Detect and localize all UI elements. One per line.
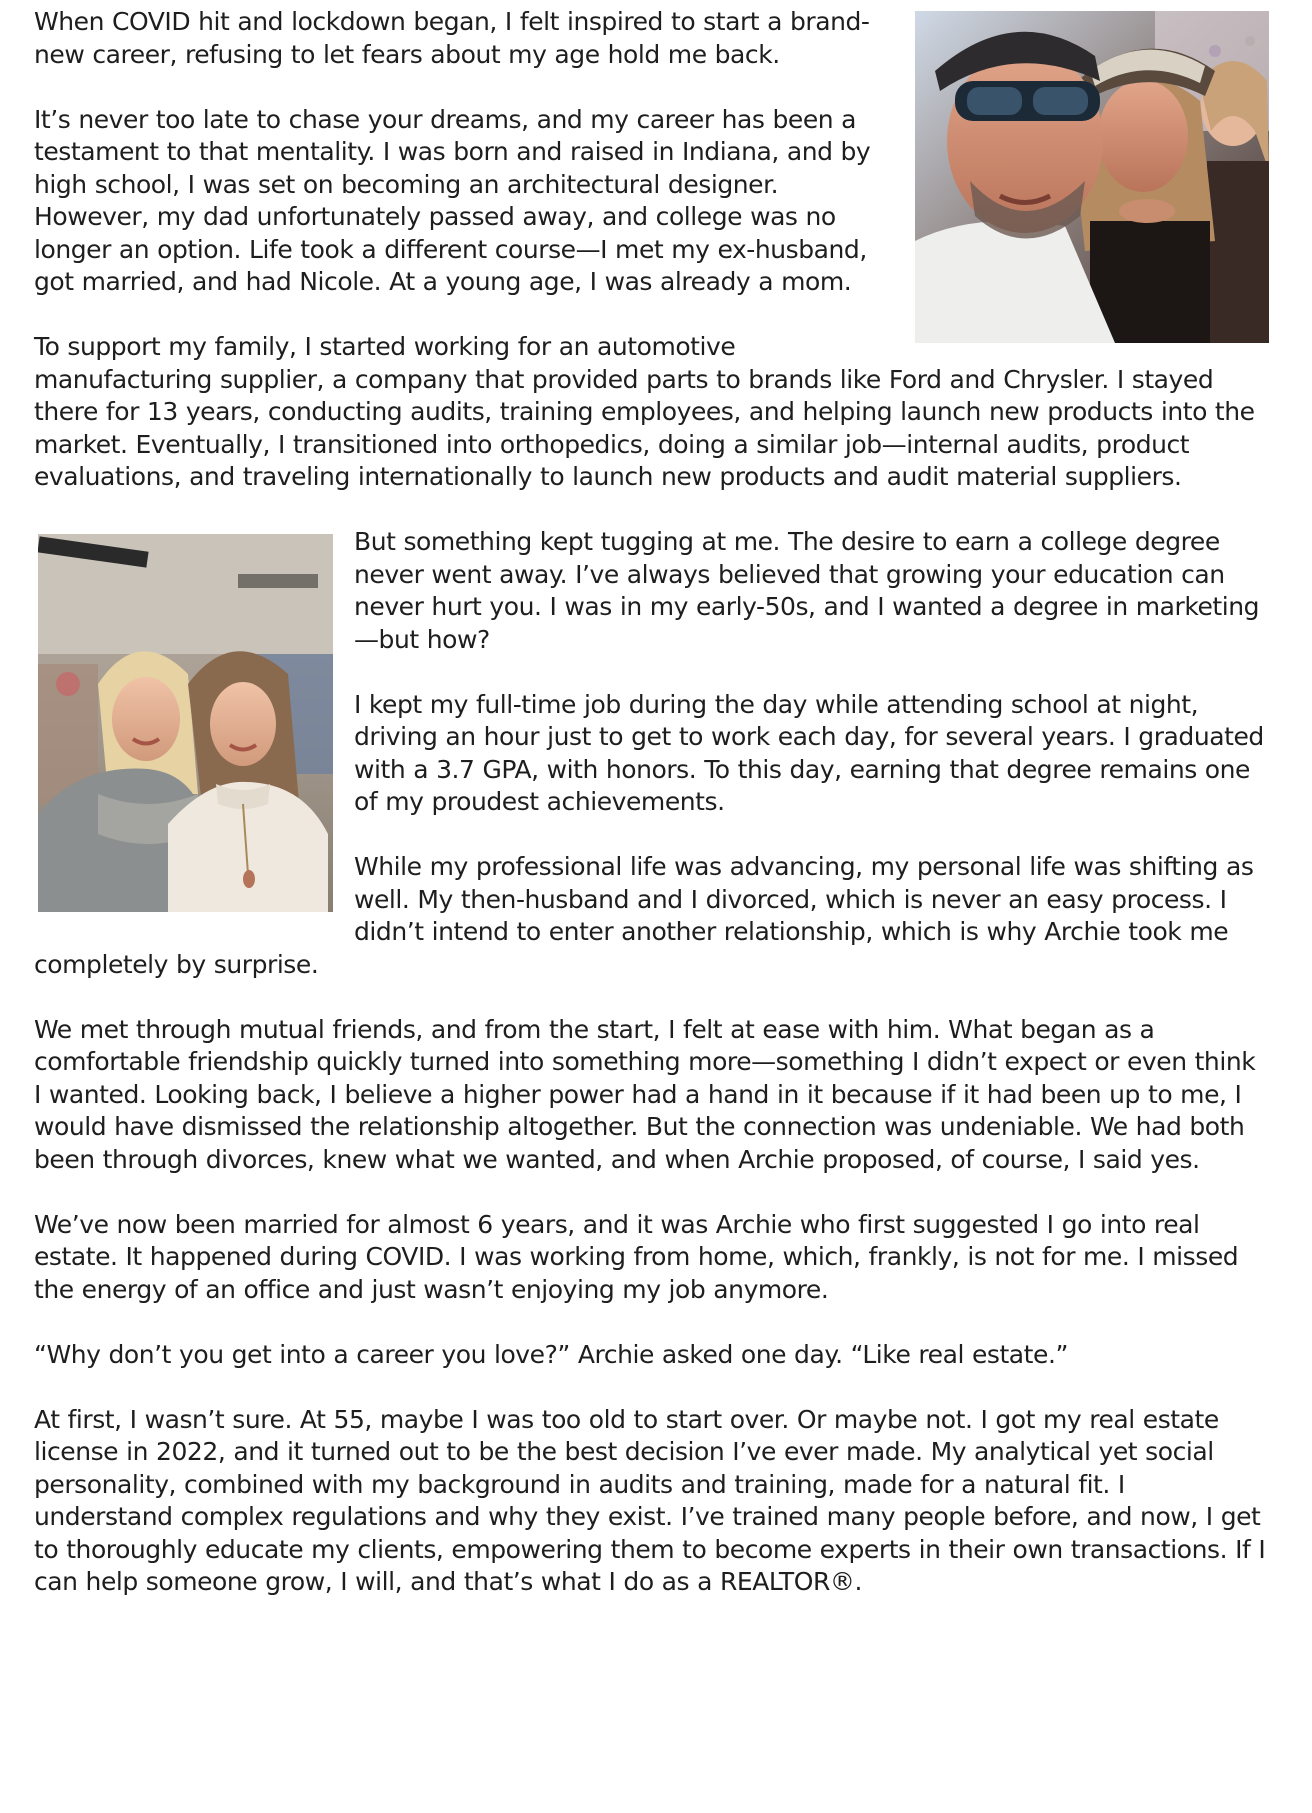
paragraph-realtor: At first, I wasn’t sure. At 55, maybe I was too old to start over. Or maybe not. I got my real estate license in 2022, and it turned out to be the best decision I’ve ever made. My analytical yet social personality, combined with my background in audits and training, made for a natural fit. I understand complex regulations and why they exist. I’ve trained many people before, and now, I get to thoroughly educate my clients, empowering them to become experts in their own transactions. If I can help someone grow, I will, and that’s what I do as a REALTOR®. — [34, 1404, 1266, 1596]
paragraph-degree-desire: But something kept tugging at me. The desire to earn a college degree never went away. I’ve always believed that growing your education can never hurt you. I was in my early-50s, and I wanted a degree in marketing—but how? — [354, 527, 1260, 654]
article-body — [34, 6, 1269, 1631]
two-women-selfie-photo — [38, 534, 333, 912]
paragraph-covid: We’ve now been married for almost 6 years, and it was Archie who first suggested I go into real estate. It happened during COVID. I was working from home, which, frankly, is not for me. I missed the energy of an office and just wasn’t enjoying my job anymore. — [34, 1209, 1239, 1304]
paragraph-school: I kept my full-time job during the day while attending school at night, driving an hour just to get to work each day, for several years. I graduated with a 3.7 GPA, with honors. To this day, earning that degree remains one of my proudest achievements. — [354, 689, 1264, 816]
paragraph-quote: “Why don’t you get into a career you love?” Archie asked one day. “Like real estate.” — [34, 1339, 1068, 1369]
paragraph-career: To support my family, I started working for an automotive manufacturing supplier, a company that provided parts to brands like Ford and Chrysler. I stayed there for 13 years, conducting audits, training employees, and helping launch new products into the market. Eventually, I transitioned into orthopedics, doing a similar job—internal audits, product evaluations, and traveling internationally to launch new products and audit material suppliers. — [34, 332, 1255, 491]
paragraph-archie: We met through mutual friends, and from the start, I felt at ease with him. What began as a comfortable friendship quickly turned into something more—something I didn’t expect or even think I wanted. Looking back, I believe a higher power had a hand in it because if it had been up to me, I would have dismissed the relationship altogether. But the connection was undeniable. We had both been through divorces, knew what we wanted, and when Archie proposed, of course, I said yes. — [34, 1014, 1256, 1174]
paragraph-divorce: While my professional life was advancing, my personal life was shifting as well. My then-husband and I divorced, which is never an easy process. I didn’t intend to enter another relationship, which is why Archie took me completely by surprise. — [34, 852, 1254, 979]
paragraph-intro: When COVID hit and lockdown began, I felt inspired to start a brand-new career, refusing to let fears about my age hold me back. — [34, 7, 870, 69]
concert-selfie-photo — [915, 11, 1269, 343]
paragraph-background: It’s never too late to chase your dreams, and my career has been a testament to that mentality. I was born and raised in Indiana, and by high school, I was set on becoming an architectural designer. However, my dad unfortunately passed away, and college was no longer an option. Life took a different course—I met my ex-husband, got married, and had Nicole. At a young age, I was already a mom. — [34, 104, 871, 296]
